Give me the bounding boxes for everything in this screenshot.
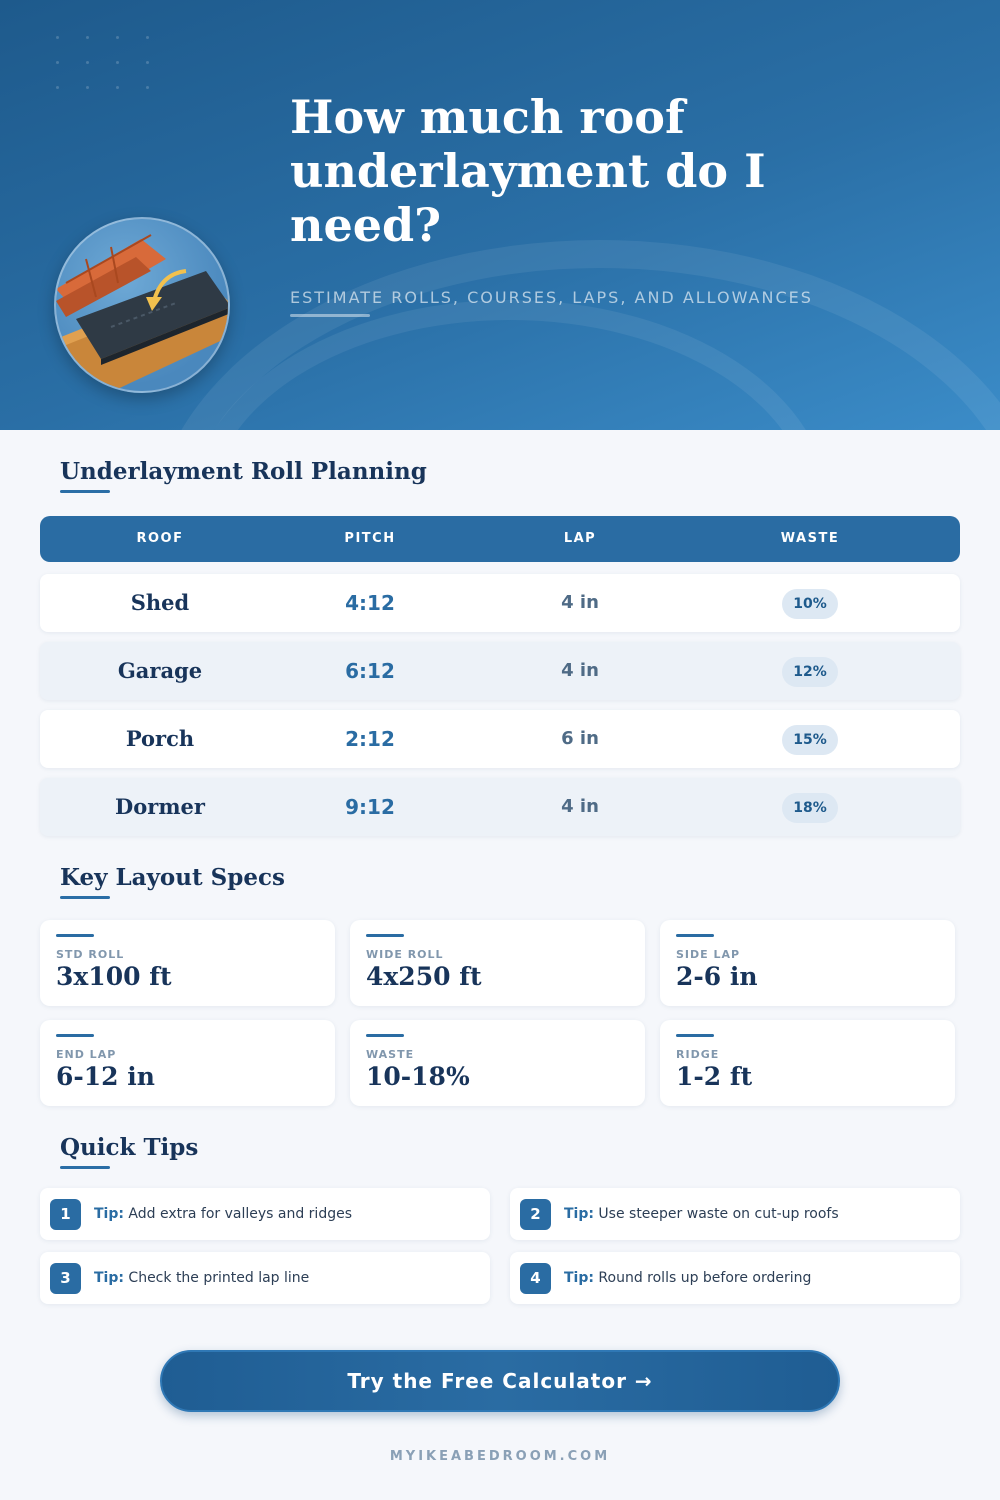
cell-roof: Garage	[117, 658, 203, 683]
waste-badge: 12%	[782, 657, 838, 687]
cell-lap: 4 in	[561, 592, 599, 613]
cell-roof: Porch	[125, 726, 195, 751]
cell-roof: Dormer	[115, 794, 205, 819]
tip-prefix: Tip:	[564, 1270, 594, 1286]
tip-body: Check the printed lap line	[128, 1270, 310, 1286]
spec-card	[660, 920, 955, 1006]
column-header-roof: ROOF	[136, 531, 184, 546]
spec-card	[40, 1020, 335, 1106]
section-title-roll-planning: Underlayment Roll Planning	[60, 458, 427, 485]
tip-body: Add extra for valleys and ridges	[128, 1206, 353, 1222]
table-header	[40, 516, 960, 562]
spec-value: 3x100 ft	[56, 962, 172, 991]
card-accent-bar	[366, 1034, 404, 1037]
hero-banner	[0, 0, 1000, 430]
waste-badge: 18%	[782, 793, 838, 823]
tip-item	[510, 1188, 960, 1240]
spec-label: WIDE ROLL	[366, 948, 444, 961]
cell-pitch: 9:12	[345, 795, 395, 819]
card-accent-bar	[676, 934, 714, 937]
column-header-pitch: PITCH	[344, 531, 396, 546]
tip-text	[94, 1188, 352, 1240]
spec-value: 4x250 ft	[366, 962, 482, 991]
section-title-quick-tips: Quick Tips	[60, 1134, 199, 1161]
spec-label: STD ROLL	[56, 948, 125, 961]
card-accent-bar	[366, 934, 404, 937]
spec-card	[40, 920, 335, 1006]
tip-body: Use steeper waste on cut-up roofs	[598, 1206, 839, 1222]
spec-card	[350, 1020, 645, 1106]
tip-number-badge: 1	[50, 1199, 81, 1230]
tip-prefix: Tip:	[94, 1206, 124, 1222]
section-underline	[60, 896, 110, 899]
section-title-layout-specs: Key Layout Specs	[60, 864, 285, 891]
footer-site-link[interactable]: MYIKEABEDROOM.COM	[389, 1449, 611, 1464]
tip-number-badge: 2	[520, 1199, 551, 1230]
spec-value: 1-2 ft	[676, 1062, 753, 1091]
cell-pitch: 2:12	[345, 727, 395, 751]
subtitle-underline	[290, 314, 370, 317]
tip-number-badge: 4	[520, 1263, 551, 1294]
spec-label: WASTE	[366, 1048, 415, 1061]
tip-text	[564, 1252, 811, 1304]
cell-pitch: 6:12	[345, 659, 395, 683]
roof-underlayment-icon	[54, 217, 230, 393]
tip-prefix: Tip:	[564, 1206, 594, 1222]
table-row	[40, 778, 960, 836]
spec-card	[350, 920, 645, 1006]
tip-prefix: Tip:	[94, 1270, 124, 1286]
page-title: How much roof underlayment do I need?	[290, 90, 766, 252]
tip-item	[510, 1252, 960, 1304]
table-row	[40, 710, 960, 768]
column-header-lap: LAP	[563, 531, 597, 546]
tip-number-badge: 3	[50, 1263, 81, 1294]
tip-text	[94, 1252, 309, 1304]
section-underline	[60, 1166, 110, 1169]
tip-item	[40, 1252, 490, 1304]
section-underline	[60, 490, 110, 493]
page-subtitle: ESTIMATE ROLLS, COURSES, LAPS, AND ALLOWANCES	[290, 288, 813, 307]
spec-value: 2-6 in	[676, 962, 758, 991]
waste-badge: 10%	[782, 589, 838, 619]
tip-item	[40, 1188, 490, 1240]
cell-lap: 6 in	[561, 728, 599, 749]
spec-label: SIDE LAP	[676, 948, 741, 961]
cell-lap: 4 in	[561, 660, 599, 681]
free-calculator-button[interactable]: Try the Free Calculator →	[160, 1350, 840, 1412]
card-accent-bar	[56, 934, 94, 937]
card-accent-bar	[676, 1034, 714, 1037]
card-accent-bar	[56, 1034, 94, 1037]
table-row	[40, 574, 960, 632]
spec-value: 10-18%	[366, 1062, 470, 1091]
spec-label: RIDGE	[676, 1048, 720, 1061]
column-header-waste: WASTE	[780, 531, 840, 546]
waste-badge: 15%	[782, 725, 838, 755]
table-row	[40, 642, 960, 700]
cell-lap: 4 in	[561, 796, 599, 817]
cell-roof: Shed	[130, 590, 190, 615]
tip-body: Round rolls up before ordering	[598, 1270, 812, 1286]
decorative-dots	[56, 36, 166, 96]
spec-label: END LAP	[56, 1048, 117, 1061]
tip-text	[564, 1188, 839, 1240]
cell-pitch: 4:12	[345, 591, 395, 615]
spec-card	[660, 1020, 955, 1106]
spec-value: 6-12 in	[56, 1062, 155, 1091]
